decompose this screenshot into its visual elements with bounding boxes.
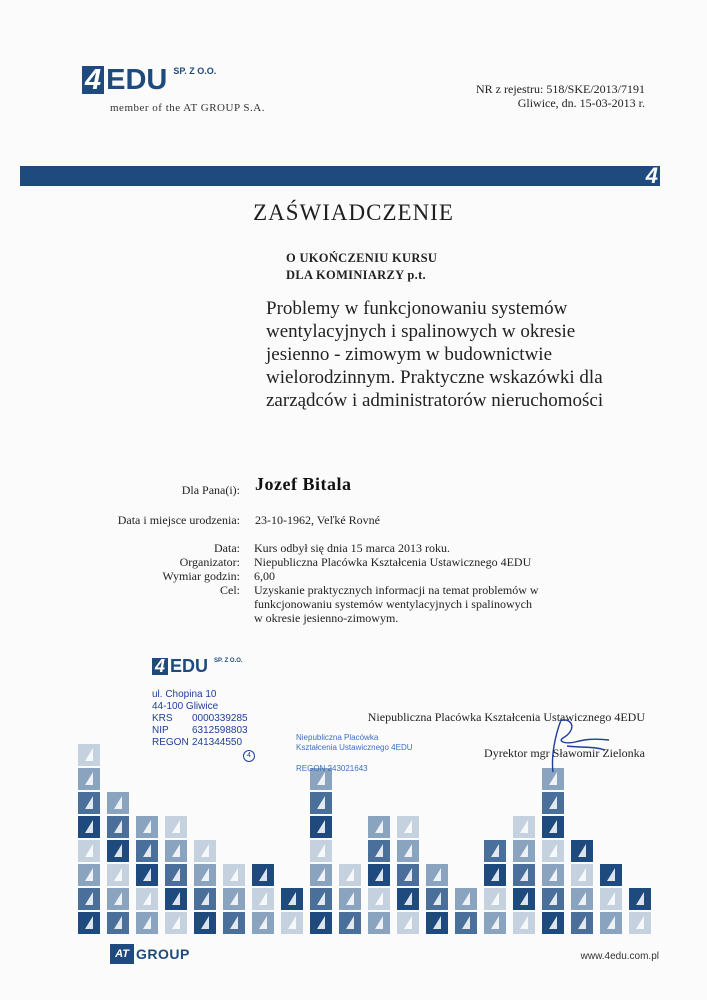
header-band <box>20 163 660 188</box>
registry-info <box>476 82 645 110</box>
detail-row <box>20 597 614 611</box>
certificate-title: ZAŚWIADCZENIE <box>253 200 454 225</box>
stamp-key: REGON <box>152 737 189 748</box>
certificate-subtitle <box>286 250 437 284</box>
director-name: Dyrektor mgr Sławomir Zielonka <box>484 746 645 760</box>
course-line: jesienno - zimowym w budownictwie <box>266 344 553 365</box>
stamp-logo <box>152 658 243 675</box>
stamp-key: NIP <box>152 725 169 736</box>
stamp-address <box>152 689 248 749</box>
detail-row <box>20 555 614 569</box>
recipient-name: Jozef Bitala <box>255 474 352 494</box>
logo-suffix: SP. Z O.O. <box>173 66 217 76</box>
course-details <box>20 541 614 625</box>
subtitle-line-1: O UKOŃCZENIU KURSU <box>286 251 438 265</box>
stamp-logo-text: EDU <box>170 656 209 676</box>
signing-organization: Niepubliczna Placówka Kształcenia Ustawicznego 4EDU <box>367 710 645 724</box>
stamp-circle-number: 4 <box>243 750 255 762</box>
stamp2-line-2: Kształcenia Ustawicznego 4EDU <box>296 743 413 752</box>
birth-value: 23-10-1962, Veľké Rovné <box>255 513 380 527</box>
detail-value: 6,00 <box>254 569 275 583</box>
detail-label <box>20 597 254 611</box>
course-line: zarządców i administratorów nieruchomości <box>266 390 604 411</box>
detail-value: funkcjonowaniu systemów wentylacyjnych i spalinowych <box>254 597 532 611</box>
stamp-value: 241344550 <box>192 737 243 748</box>
group-text: GROUP <box>136 946 190 962</box>
stamp-city: 44-100 Gliwice <box>152 701 219 712</box>
registry-number: NR z rejestru: 518/SKE/2013/7191 <box>476 82 645 96</box>
detail-row <box>20 569 614 583</box>
course-line: wielorodzinnym. Praktyczne wskazówki dla <box>266 367 603 388</box>
detail-label: Cel: <box>220 583 240 597</box>
stamp2-line-1: Niepubliczna Placówka <box>296 733 379 742</box>
member-text: member of the AT GROUP S.A. <box>110 102 265 114</box>
stamp-row <box>152 713 248 725</box>
course-line: Problemy w funkcjonowaniu systemów <box>266 298 568 319</box>
course-line: wentylacyjnych i spalinowych w okresie <box>266 321 576 342</box>
detail-label: Organizator: <box>179 555 240 569</box>
stamp-value: 0000339285 <box>192 713 248 724</box>
stamp-logo-four: 4 <box>152 658 168 675</box>
detail-value: Uzyskanie praktycznych informacji na temat problemów w <box>254 583 539 597</box>
stamp-row <box>152 737 248 749</box>
detail-label: Data: <box>214 541 240 555</box>
logo-mark <box>82 66 167 94</box>
stamp-logo-suffix: SP. Z O.O. <box>214 658 243 664</box>
institution-stamp <box>296 733 413 753</box>
name-label: Dla Pana(i): <box>181 483 240 497</box>
company-logo <box>82 66 216 94</box>
course-title <box>266 297 603 412</box>
detail-value: Niepubliczna Placówka Kształcenia Ustawicznego 4EDU <box>254 555 532 569</box>
stamp-value: 6312598803 <box>192 725 248 736</box>
detail-row <box>20 541 614 555</box>
birth-label: Data i miejsce urodzenia: <box>117 513 240 527</box>
stamp2-regon: REGON 243021643 <box>296 764 368 773</box>
stamp-row <box>152 725 248 737</box>
stamp-key: KRS <box>152 713 173 724</box>
stamp-logo-mark <box>152 658 208 675</box>
stamp-street: ul. Chopina 10 <box>152 689 217 700</box>
band-mark: 4 <box>645 163 658 188</box>
detail-value: w okresie jesienno-zimowym. <box>254 611 399 625</box>
detail-row <box>20 611 614 625</box>
subtitle-line-2: DLA KOMINIARZY p.t. <box>286 268 426 282</box>
city-date: Gliwice, dn. 15-03-2013 r. <box>517 96 645 110</box>
detail-row <box>20 583 614 597</box>
logo-four: 4 <box>82 66 104 94</box>
detail-value: Kurs odbył się dnia 15 marca 2013 roku. <box>254 541 450 555</box>
at-box: AT <box>110 944 134 964</box>
at-group-logo <box>110 944 190 964</box>
detail-label <box>20 611 254 625</box>
detail-label: Wymiar godzin: <box>162 569 240 583</box>
website-url: www.4edu.com.pl <box>580 951 659 962</box>
logo-text: EDU <box>106 64 168 96</box>
